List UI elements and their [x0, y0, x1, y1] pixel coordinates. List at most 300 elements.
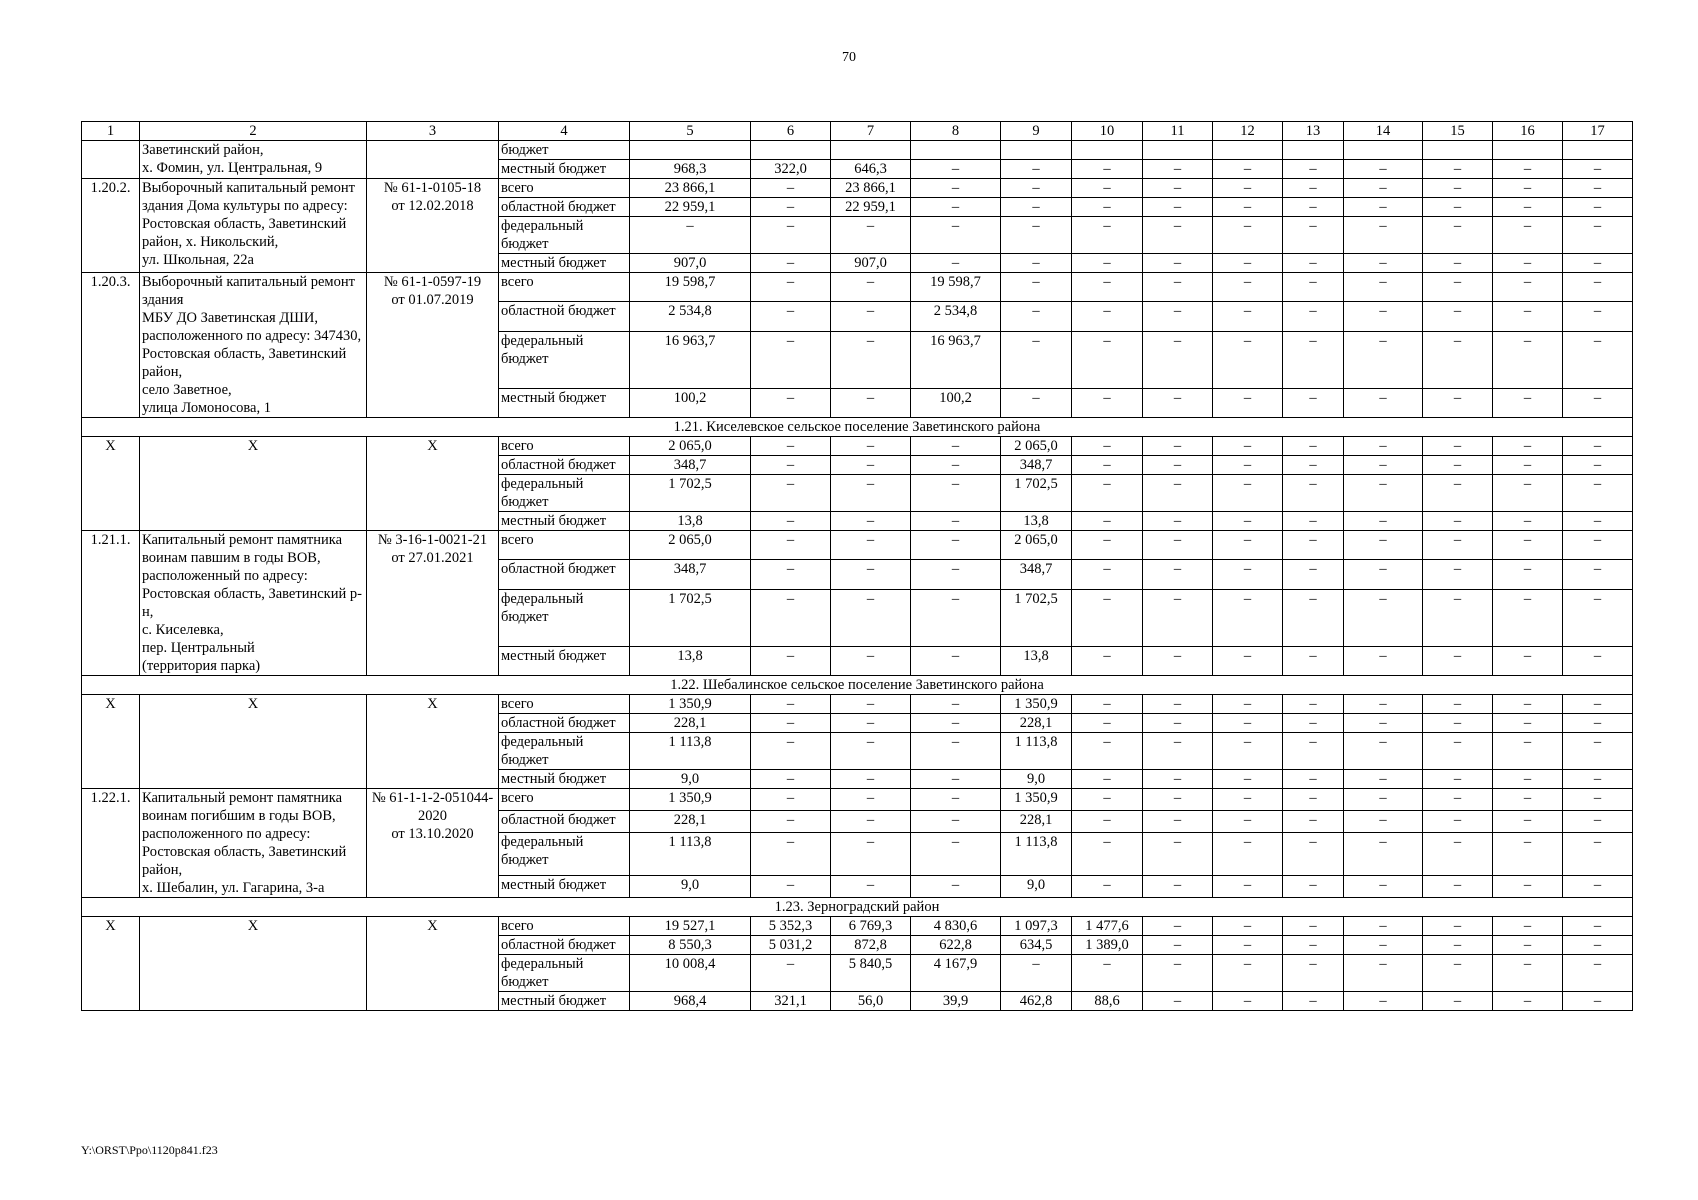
value-cell: – — [911, 179, 1001, 198]
value-cell: – — [1283, 992, 1344, 1011]
value-cell: – — [1283, 198, 1344, 217]
value-cell: – — [751, 770, 831, 789]
value-cell: – — [751, 875, 831, 897]
value-cell: – — [1493, 646, 1563, 675]
value-cell: – — [911, 770, 1001, 789]
header-row — [82, 122, 1633, 141]
value-cell: – — [1283, 560, 1344, 589]
budget-source-label: всего — [499, 917, 630, 936]
value-cell: – — [1423, 936, 1493, 955]
value-cell: – — [1072, 733, 1143, 770]
value-cell: – — [1143, 475, 1213, 512]
section-title: 1.22. Шебалинское сельское поселение Заветинского района — [82, 676, 1633, 695]
value-cell: – — [911, 695, 1001, 714]
value-cell: 9,0 — [630, 875, 751, 897]
header-cell: 15 — [1423, 122, 1493, 141]
value-cell: – — [1423, 733, 1493, 770]
value-cell: – — [1423, 770, 1493, 789]
value-cell: – — [1283, 917, 1344, 936]
value-cell: 462,8 — [1001, 992, 1072, 1011]
value-cell: – — [751, 437, 831, 456]
value-cell: – — [1563, 917, 1633, 936]
budget-source-label: всего — [499, 695, 630, 714]
value-cell: – — [1563, 512, 1633, 531]
value-cell: – — [1493, 789, 1563, 811]
value-cell: – — [1493, 589, 1563, 646]
value-cell: 1 097,3 — [1001, 917, 1072, 936]
value-cell: – — [1213, 456, 1283, 475]
value-cell: – — [1213, 437, 1283, 456]
value-cell: – — [1344, 770, 1423, 789]
value-cell: – — [1143, 331, 1213, 388]
value-cell: – — [1493, 875, 1563, 897]
value-cell: 2 065,0 — [630, 531, 751, 560]
value-cell: – — [1283, 388, 1344, 417]
budget-source-label: федеральный бюджет — [499, 833, 630, 876]
value-cell: – — [1493, 198, 1563, 217]
value-cell: – — [1563, 302, 1633, 331]
value-cell: – — [1001, 217, 1072, 254]
value-cell: – — [1143, 733, 1213, 770]
value-cell: 1 350,9 — [1001, 789, 1072, 811]
value-cell: – — [831, 875, 911, 897]
value-cell: – — [1072, 714, 1143, 733]
value-cell: – — [1143, 770, 1213, 789]
value-cell: 23 866,1 — [630, 179, 751, 198]
value-cell: – — [1072, 273, 1143, 302]
value-cell: – — [1423, 512, 1493, 531]
value-cell: – — [831, 273, 911, 302]
value-cell: – — [751, 531, 831, 560]
document-number: X — [367, 695, 499, 789]
value-cell: – — [1344, 589, 1423, 646]
header-cell: 9 — [1001, 122, 1072, 141]
value-cell: – — [831, 512, 911, 531]
value-cell: 100,2 — [911, 388, 1001, 417]
value-cell: – — [1213, 160, 1283, 179]
table-row — [82, 141, 1633, 160]
value-cell: 622,8 — [911, 936, 1001, 955]
value-cell: 228,1 — [630, 811, 751, 833]
value-cell: – — [1493, 302, 1563, 331]
value-cell: – — [1143, 875, 1213, 897]
value-cell: – — [751, 560, 831, 589]
value-cell: 321,1 — [751, 992, 831, 1011]
value-cell: – — [751, 955, 831, 992]
value-cell: – — [1563, 955, 1633, 992]
value-cell: – — [1143, 512, 1213, 531]
value-cell: – — [1563, 833, 1633, 876]
value-cell: – — [1143, 936, 1213, 955]
value-cell: 4 830,6 — [911, 917, 1001, 936]
value-cell — [1001, 141, 1072, 160]
value-cell: – — [1344, 331, 1423, 388]
value-cell: – — [911, 789, 1001, 811]
value-cell: 1 113,8 — [1001, 833, 1072, 876]
value-cell: – — [1072, 475, 1143, 512]
value-cell: – — [1143, 589, 1213, 646]
value-cell: – — [1283, 811, 1344, 833]
value-cell: – — [1423, 475, 1493, 512]
budget-source-label: федеральный бюджет — [499, 475, 630, 512]
value-cell: – — [1563, 936, 1633, 955]
object-name: X — [140, 437, 367, 531]
value-cell: – — [1423, 456, 1493, 475]
value-cell: – — [1423, 179, 1493, 198]
value-cell: – — [1143, 646, 1213, 675]
value-cell: – — [1213, 770, 1283, 789]
value-cell: 1 389,0 — [1072, 936, 1143, 955]
value-cell: 16 963,7 — [630, 331, 751, 388]
value-cell: – — [911, 714, 1001, 733]
value-cell: – — [831, 695, 911, 714]
header-cell: 3 — [367, 122, 499, 141]
budget-source-label: местный бюджет — [499, 512, 630, 531]
value-cell: 1 702,5 — [630, 475, 751, 512]
value-cell: – — [1213, 302, 1283, 331]
value-cell: 1 113,8 — [630, 733, 751, 770]
value-cell: 1 113,8 — [630, 833, 751, 876]
value-cell: – — [1213, 217, 1283, 254]
value-cell: – — [911, 160, 1001, 179]
value-cell: – — [1001, 388, 1072, 417]
value-cell: – — [1563, 331, 1633, 388]
value-cell: – — [1283, 512, 1344, 531]
value-cell: – — [1423, 917, 1493, 936]
value-cell: – — [1072, 179, 1143, 198]
table-row — [82, 273, 1633, 302]
value-cell: – — [751, 714, 831, 733]
row-number — [82, 141, 140, 179]
budget-source-label: областной бюджет — [499, 456, 630, 475]
value-cell: – — [911, 512, 1001, 531]
value-cell: – — [1143, 160, 1213, 179]
value-cell: 348,7 — [630, 560, 751, 589]
value-cell: – — [1001, 273, 1072, 302]
value-cell: – — [1213, 331, 1283, 388]
value-cell: – — [751, 388, 831, 417]
value-cell: – — [1143, 217, 1213, 254]
document-number — [367, 141, 499, 179]
value-cell: – — [1493, 331, 1563, 388]
value-cell: – — [1563, 695, 1633, 714]
value-cell: – — [751, 198, 831, 217]
value-cell: – — [1563, 179, 1633, 198]
budget-source-label: областной бюджет — [499, 714, 630, 733]
value-cell: – — [1283, 302, 1344, 331]
value-cell: – — [1563, 789, 1633, 811]
section-title: 1.23. Зерноградский район — [82, 898, 1633, 917]
value-cell: – — [1493, 254, 1563, 273]
value-cell: – — [1001, 198, 1072, 217]
value-cell: – — [1072, 589, 1143, 646]
value-cell: – — [1143, 388, 1213, 417]
value-cell: – — [831, 646, 911, 675]
value-cell: – — [1213, 811, 1283, 833]
value-cell: 228,1 — [630, 714, 751, 733]
value-cell: – — [1072, 875, 1143, 897]
value-cell: – — [1563, 475, 1633, 512]
value-cell: – — [831, 714, 911, 733]
value-cell: – — [1283, 160, 1344, 179]
value-cell: – — [1344, 936, 1423, 955]
object-name: Выборочный капитальный ремонт здания Дома культуры по адресу: Ростовская область, Заветинский район, х. Никольский, ул. Школьная, 22а — [140, 179, 367, 273]
value-cell: 19 598,7 — [911, 273, 1001, 302]
value-cell: – — [911, 833, 1001, 876]
value-cell: – — [1493, 531, 1563, 560]
footer-file-path: Y:\ORST\Ppo\1120p841.f23 — [81, 1143, 218, 1157]
budget-source-label: всего — [499, 531, 630, 560]
budget-source-label: местный бюджет — [499, 992, 630, 1011]
value-cell: – — [1072, 217, 1143, 254]
value-cell: – — [1072, 955, 1143, 992]
value-cell: – — [751, 512, 831, 531]
row-number: 1.20.3. — [82, 273, 140, 418]
value-cell: – — [1344, 733, 1423, 770]
value-cell: – — [1344, 475, 1423, 512]
value-cell: – — [1072, 331, 1143, 388]
value-cell: – — [1213, 531, 1283, 560]
value-cell: – — [1072, 695, 1143, 714]
value-cell — [1423, 141, 1493, 160]
budget-source-label: местный бюджет — [499, 388, 630, 417]
value-cell: – — [1493, 160, 1563, 179]
object-name: X — [140, 917, 367, 1011]
value-cell: 22 959,1 — [831, 198, 911, 217]
value-cell: – — [1283, 733, 1344, 770]
budget-source-label: всего — [499, 437, 630, 456]
header-cell: 1 — [82, 122, 140, 141]
value-cell: 5 031,2 — [751, 936, 831, 955]
value-cell — [1143, 141, 1213, 160]
value-cell: – — [1493, 560, 1563, 589]
value-cell: – — [1493, 695, 1563, 714]
value-cell: – — [751, 811, 831, 833]
budget-source-label: местный бюджет — [499, 160, 630, 179]
budget-source-label: бюджет — [499, 141, 630, 160]
value-cell: – — [1001, 254, 1072, 273]
value-cell: – — [831, 437, 911, 456]
document-number: № 3-16-1-0021-21 от 27.01.2021 — [367, 531, 499, 676]
document-number: X — [367, 437, 499, 531]
value-cell: 228,1 — [1001, 714, 1072, 733]
header-cell: 5 — [630, 122, 751, 141]
budget-source-label: местный бюджет — [499, 770, 630, 789]
value-cell: 10 008,4 — [630, 955, 751, 992]
value-cell: – — [1423, 388, 1493, 417]
value-cell: – — [1143, 789, 1213, 811]
value-cell: – — [1213, 254, 1283, 273]
value-cell: – — [1283, 646, 1344, 675]
header-cell: 11 — [1143, 122, 1213, 141]
value-cell: – — [1344, 955, 1423, 992]
header-cell: 4 — [499, 122, 630, 141]
header-cell: 2 — [140, 122, 367, 141]
value-cell: – — [1001, 302, 1072, 331]
value-cell: – — [1493, 917, 1563, 936]
section-title: 1.21. Киселевское сельское поселение Заветинского района — [82, 418, 1633, 437]
header-cell: 14 — [1344, 122, 1423, 141]
value-cell: – — [751, 789, 831, 811]
value-cell: – — [751, 833, 831, 876]
header-cell: 7 — [831, 122, 911, 141]
value-cell: – — [831, 388, 911, 417]
document-number: X — [367, 917, 499, 1011]
value-cell: – — [1283, 936, 1344, 955]
value-cell: 2 065,0 — [1001, 531, 1072, 560]
value-cell: – — [751, 331, 831, 388]
value-cell: – — [831, 331, 911, 388]
value-cell: 19 598,7 — [630, 273, 751, 302]
value-cell: – — [1563, 714, 1633, 733]
value-cell: 872,8 — [831, 936, 911, 955]
value-cell: – — [911, 875, 1001, 897]
object-name: Капитальный ремонт памятника воинам павшим в годы ВОВ, расположенный по адресу: Ростовская область, Заветинский р-н, с. Киселевка, пер. Центральный (территория парка) — [140, 531, 367, 676]
value-cell: – — [1493, 992, 1563, 1011]
value-cell: – — [1423, 833, 1493, 876]
value-cell: – — [1493, 714, 1563, 733]
value-cell: – — [1283, 331, 1344, 388]
value-cell: 968,4 — [630, 992, 751, 1011]
value-cell: 23 866,1 — [831, 179, 911, 198]
value-cell: – — [1072, 531, 1143, 560]
value-cell: – — [1213, 475, 1283, 512]
value-cell: – — [1493, 179, 1563, 198]
value-cell: – — [1423, 198, 1493, 217]
value-cell: – — [1423, 646, 1493, 675]
budget-source-label: местный бюджет — [499, 254, 630, 273]
value-cell: 8 550,3 — [630, 936, 751, 955]
value-cell — [911, 141, 1001, 160]
value-cell: – — [1493, 512, 1563, 531]
object-name: X — [140, 695, 367, 789]
value-cell: 13,8 — [630, 512, 751, 531]
value-cell: – — [1493, 833, 1563, 876]
object-name: Заветинский район, х. Фомин, ул. Центральная, 9 — [140, 141, 367, 179]
value-cell: – — [1283, 833, 1344, 876]
value-cell: – — [1213, 733, 1283, 770]
value-cell: – — [1072, 388, 1143, 417]
value-cell: – — [831, 733, 911, 770]
value-cell: – — [1283, 695, 1344, 714]
value-cell: – — [1563, 733, 1633, 770]
value-cell: 348,7 — [1001, 560, 1072, 589]
value-cell: – — [1283, 589, 1344, 646]
section-row — [82, 676, 1633, 695]
value-cell: – — [1563, 456, 1633, 475]
value-cell: – — [1344, 512, 1423, 531]
value-cell: – — [1143, 917, 1213, 936]
row-number: X — [82, 695, 140, 789]
value-cell: – — [1344, 714, 1423, 733]
value-cell: – — [1563, 254, 1633, 273]
value-cell: – — [1563, 217, 1633, 254]
value-cell: – — [1143, 992, 1213, 1011]
value-cell: 348,7 — [1001, 456, 1072, 475]
value-cell: – — [1563, 811, 1633, 833]
value-cell: – — [1493, 217, 1563, 254]
value-cell: – — [1344, 254, 1423, 273]
value-cell: – — [831, 302, 911, 331]
value-cell: – — [1493, 475, 1563, 512]
value-cell: 634,5 — [1001, 936, 1072, 955]
table-row — [82, 917, 1633, 936]
budget-source-label: федеральный бюджет — [499, 955, 630, 992]
value-cell: 6 769,3 — [831, 917, 911, 936]
value-cell: – — [1344, 273, 1423, 302]
header-cell: 6 — [751, 122, 831, 141]
value-cell: – — [751, 254, 831, 273]
value-cell: 13,8 — [1001, 512, 1072, 531]
value-cell: – — [831, 456, 911, 475]
value-cell: – — [751, 695, 831, 714]
value-cell: 2 065,0 — [1001, 437, 1072, 456]
value-cell: 228,1 — [1001, 811, 1072, 833]
value-cell: – — [1143, 833, 1213, 876]
value-cell: – — [1213, 936, 1283, 955]
value-cell: – — [1213, 955, 1283, 992]
value-cell: 1 113,8 — [1001, 733, 1072, 770]
value-cell: – — [1563, 531, 1633, 560]
header-cell: 12 — [1213, 122, 1283, 141]
value-cell: 9,0 — [1001, 875, 1072, 897]
budget-source-label: местный бюджет — [499, 875, 630, 897]
budget-table — [81, 121, 1633, 1011]
value-cell: 2 534,8 — [911, 302, 1001, 331]
budget-source-label: федеральный бюджет — [499, 733, 630, 770]
value-cell: 968,3 — [630, 160, 751, 179]
value-cell: – — [1213, 388, 1283, 417]
value-cell: – — [831, 475, 911, 512]
value-cell: – — [911, 437, 1001, 456]
value-cell: – — [1072, 789, 1143, 811]
value-cell: – — [1493, 936, 1563, 955]
budget-source-label: всего — [499, 273, 630, 302]
value-cell: – — [1143, 955, 1213, 992]
value-cell: – — [1563, 770, 1633, 789]
row-number: 1.21.1. — [82, 531, 140, 676]
value-cell — [1213, 141, 1283, 160]
budget-source-label: областной бюджет — [499, 560, 630, 589]
value-cell: – — [1283, 273, 1344, 302]
value-cell: – — [1344, 217, 1423, 254]
value-cell: – — [911, 811, 1001, 833]
value-cell: – — [1563, 560, 1633, 589]
value-cell: – — [1423, 302, 1493, 331]
value-cell: – — [1213, 833, 1283, 876]
value-cell: – — [911, 217, 1001, 254]
value-cell: – — [1423, 811, 1493, 833]
value-cell: – — [1283, 456, 1344, 475]
value-cell: 348,7 — [630, 456, 751, 475]
value-cell: 39,9 — [911, 992, 1001, 1011]
value-cell: – — [831, 217, 911, 254]
value-cell: – — [1283, 875, 1344, 897]
value-cell: – — [1283, 789, 1344, 811]
value-cell: – — [1143, 811, 1213, 833]
value-cell: – — [1344, 789, 1423, 811]
value-cell: – — [630, 217, 751, 254]
budget-source-label: областной бюджет — [499, 302, 630, 331]
value-cell: – — [1213, 992, 1283, 1011]
value-cell: – — [1143, 531, 1213, 560]
value-cell: – — [1344, 531, 1423, 560]
value-cell: – — [1423, 217, 1493, 254]
value-cell: – — [1072, 302, 1143, 331]
value-cell: – — [1423, 254, 1493, 273]
value-cell: – — [751, 733, 831, 770]
value-cell: – — [1072, 512, 1143, 531]
